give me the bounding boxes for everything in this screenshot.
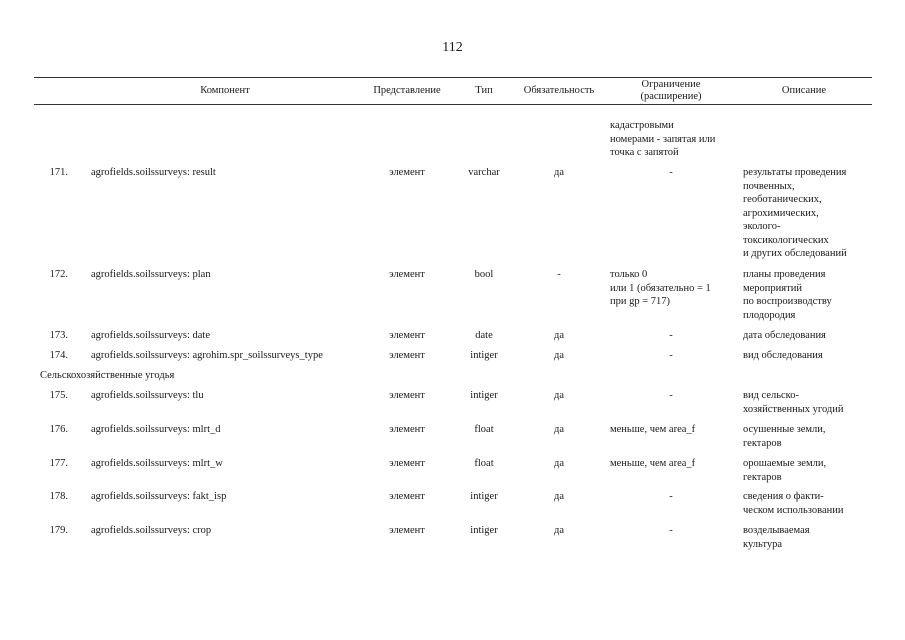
row-type: bool [474,269,494,280]
row-description: вид обследования [743,350,823,361]
row-required: - [557,269,561,280]
row-type: intiger [470,350,498,361]
section-heading: Сельскохозяйственные угодья [40,370,175,381]
row-constraint: - [669,390,673,401]
row-component: agrofields.soilssurveys: plan [91,269,211,280]
row-number: 177. [49,458,68,469]
row-number: 178. [49,491,68,502]
row-type: varchar [468,167,500,178]
row-constraint: - [669,350,673,361]
row-description: возделываемая культура [743,525,810,550]
row-description: дата обследования [743,330,826,341]
row-number: 175. [49,390,68,401]
header-top-rule [34,77,872,78]
header-component: Компонент [200,85,250,96]
row-description: вид сельско- хозяйственных угодий [743,390,844,415]
row-type: float [474,424,494,435]
row-constraint: - [669,330,673,341]
row-required: да [553,424,564,435]
row-required: да [553,390,564,401]
row-component: agrofields.soilssurveys: crop [91,525,212,536]
row-number: 172. [49,269,68,280]
row-constraint: меньше, чем area_f [610,458,696,469]
row-component: agrofields.soilssurveys: agrohim.spr_soilssurveys_type [91,350,323,361]
row-required: да [553,330,564,341]
header-description: Описание [781,85,827,96]
row-description: осушенные земли, гектаров [743,424,826,449]
row-description: орошаемые земли, гектаров [743,458,827,483]
row-type: date [475,330,493,341]
row-constraint: меньше, чем area_f [610,424,696,435]
row-component: agrofields.soilssurveys: tlu [91,390,204,401]
row-type: intiger [470,491,498,502]
header-type: Тип [475,85,493,96]
row-number: 174. [49,350,68,361]
row-component: agrofields.soilssurveys: mlrt_d [91,424,221,435]
row-type: intiger [470,525,498,536]
row-type: intiger [470,390,498,401]
row-required: да [553,350,564,361]
row-type: float [474,458,494,469]
header-bottom-rule [34,104,872,105]
row-constraint: только 0 или 1 (обязательно = 1 при gp = 717) [610,269,711,307]
row-number: 173. [49,330,68,341]
row-required: да [553,167,564,178]
row-representation: элемент [389,350,425,361]
row-representation: элемент [389,525,425,536]
row-number: 176. [49,424,68,435]
continuation-cell: кадастровыми номерами - запятая или точка с запятой [610,120,716,158]
row-representation: элемент [389,269,425,280]
page-number: 112 [442,40,463,55]
row-component: agrofields.soilssurveys: mlrt_w [91,458,223,469]
row-description: результаты проведения почвенных, геоботанических, агрохимических, эколого- токсикологических и других обследований [743,167,847,259]
row-required: да [553,525,564,536]
row-constraint: - [669,167,673,178]
row-constraint: - [669,525,673,536]
row-number: 179. [49,525,68,536]
row-number: 171. [49,167,68,178]
row-component: agrofields.soilssurveys: fakt_isp [91,491,227,502]
header-required: Обязательность [523,85,595,96]
row-required: да [553,491,564,502]
row-component: agrofields.soilssurveys: result [91,167,216,178]
row-component: agrofields.soilssurveys: date [91,330,210,341]
row-representation: элемент [389,167,425,178]
row-description: планы проведения мероприятий по воспроизводству плодородия [743,269,832,321]
row-representation: элемент [389,330,425,341]
row-representation: элемент [389,458,425,469]
header-constraint: Ограничение (расширение) [640,79,702,102]
row-constraint: - [669,491,673,502]
row-required: да [553,458,564,469]
header-representation: Представление [373,85,441,96]
row-description: сведения о факти- ческом использовании [743,491,844,516]
row-representation: элемент [389,491,425,502]
row-representation: элемент [389,424,425,435]
row-representation: элемент [389,390,425,401]
